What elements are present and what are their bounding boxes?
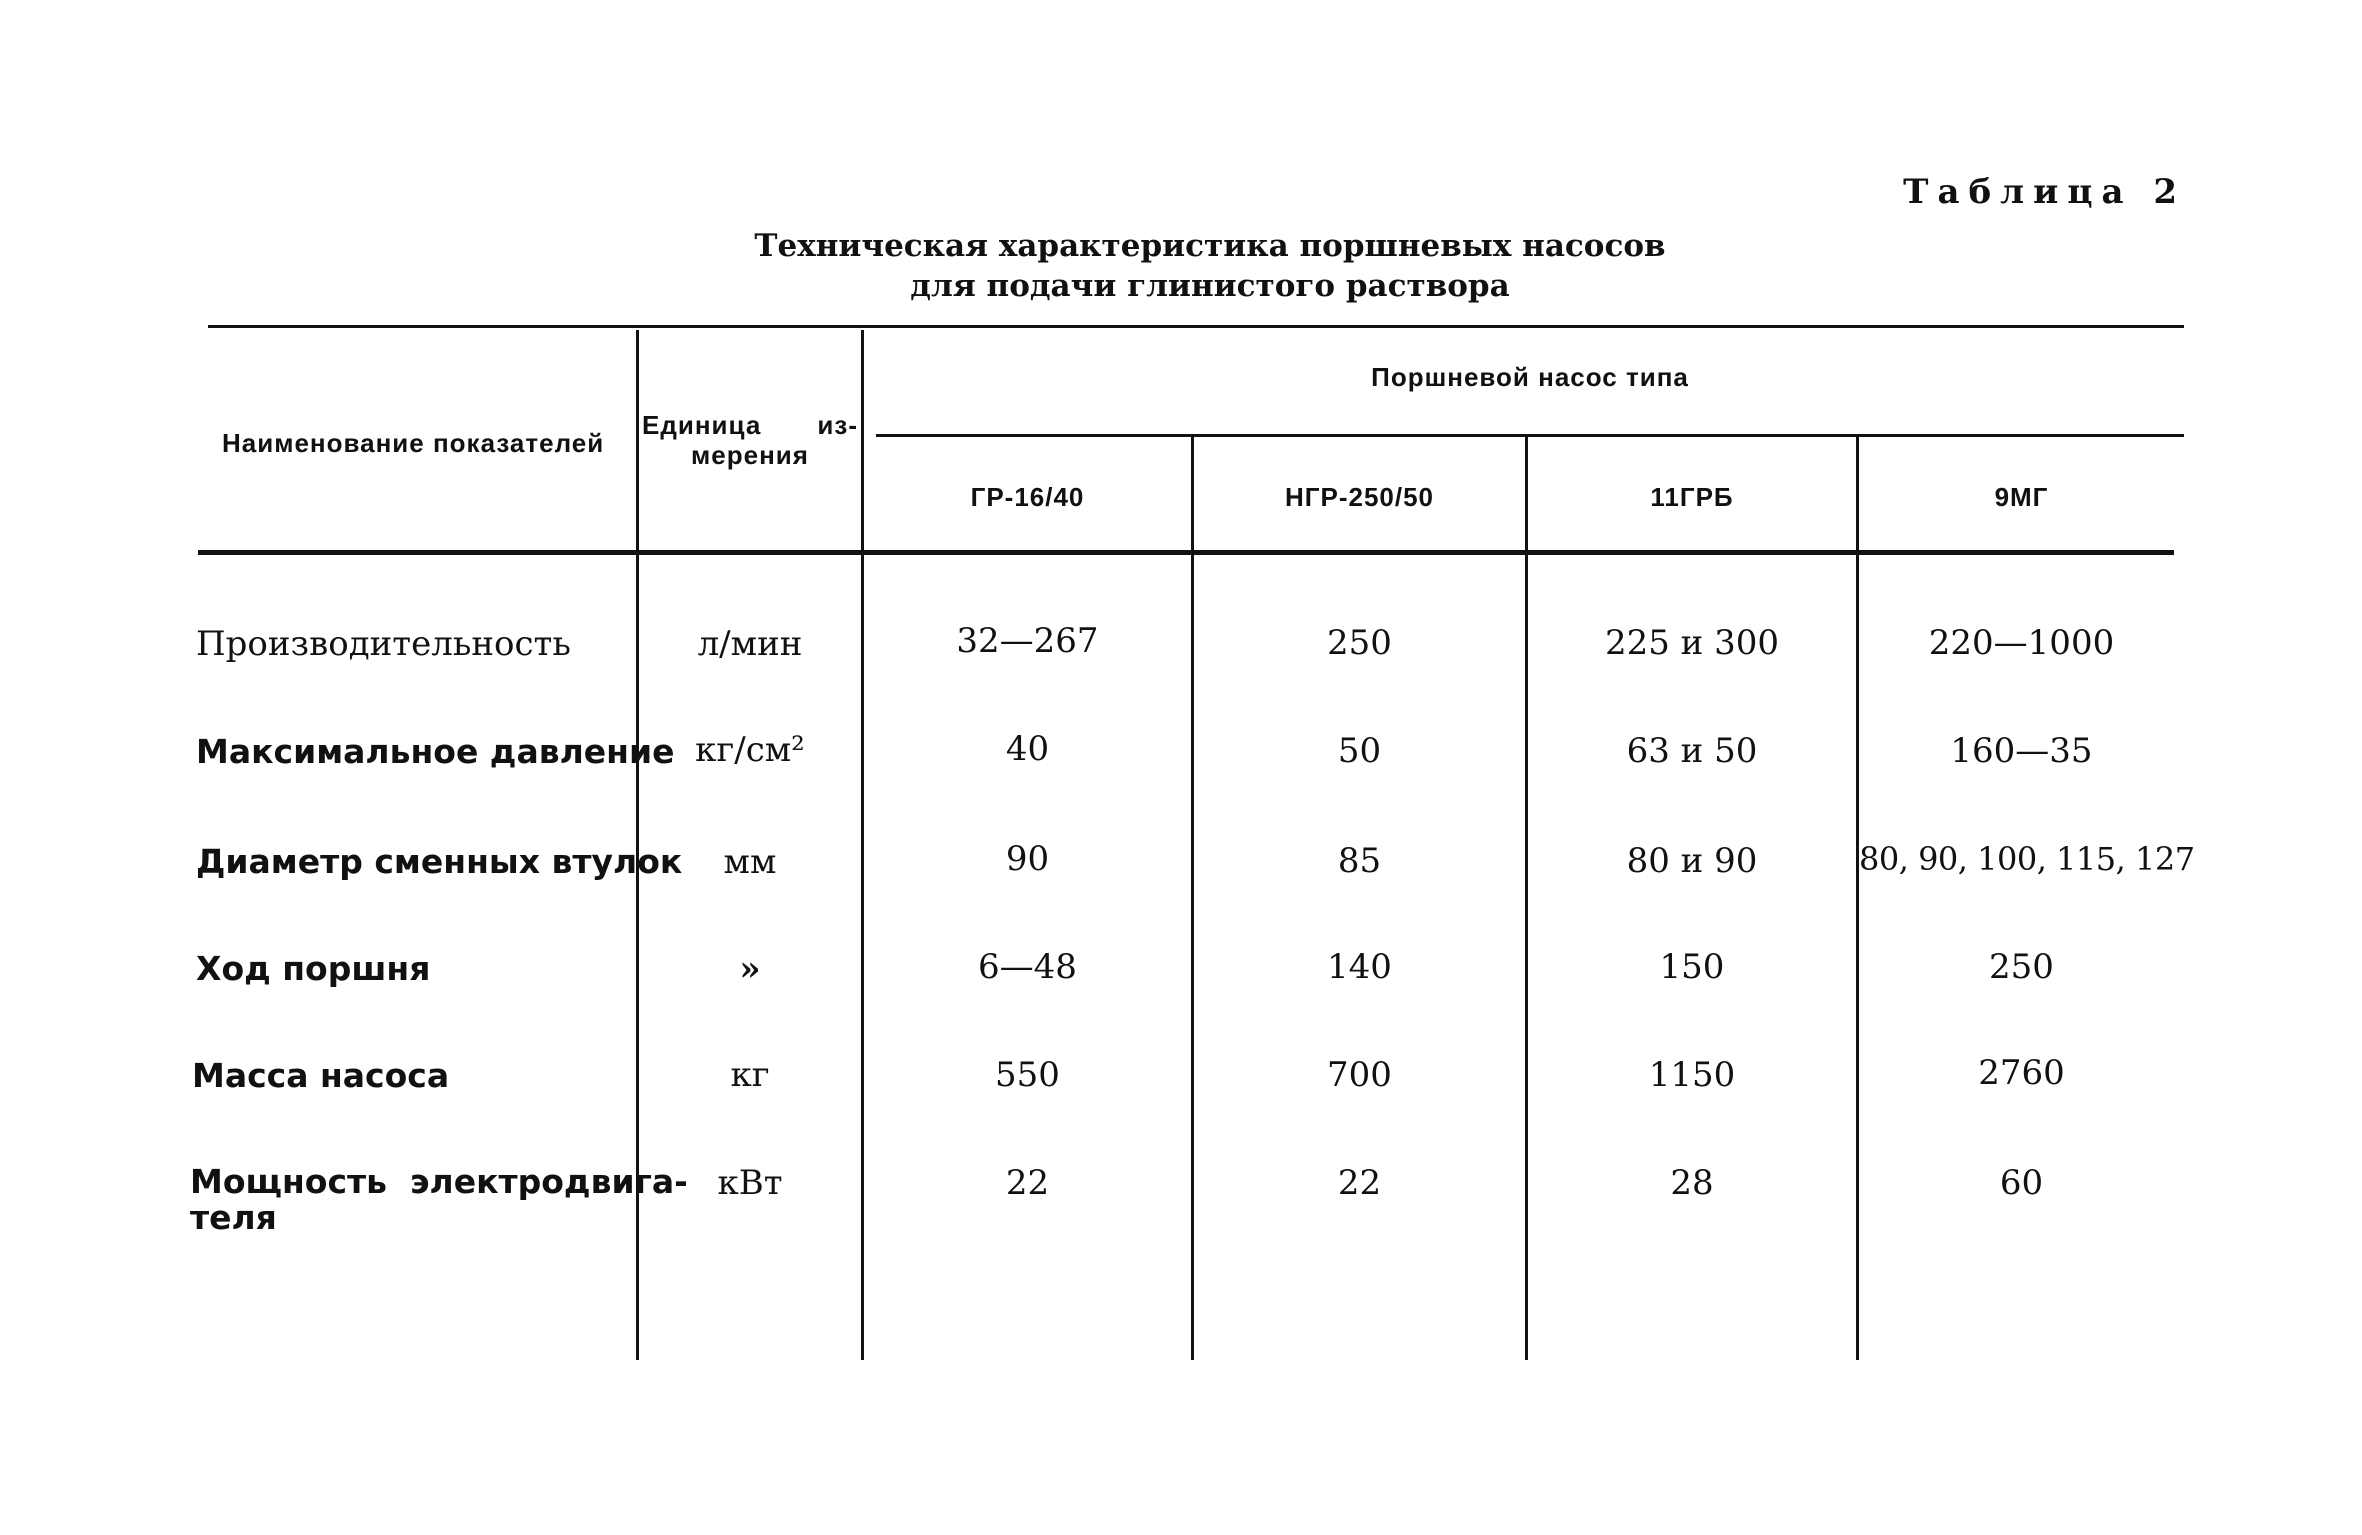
- pump-group-rule: [876, 434, 2184, 437]
- row-value: 1150: [1648, 1055, 1736, 1095]
- row-name: Ход поршня: [196, 949, 431, 988]
- row-value: 150: [1659, 947, 1725, 987]
- row-name: Диаметр сменных втулок: [196, 842, 683, 881]
- row-value: 550: [995, 1055, 1060, 1095]
- header-bottom-rule: [198, 550, 2174, 555]
- row-value: 250: [1327, 623, 1392, 663]
- row-value: 225 и 300: [1604, 623, 1780, 663]
- row-value: 28: [1670, 1163, 1714, 1203]
- table-top-rule: [208, 325, 2184, 328]
- row-value: 80, 90, 100, 115, 127: [1859, 840, 2195, 878]
- row-value: 160—35: [1950, 731, 2093, 771]
- row-value: 250: [1989, 947, 2054, 987]
- row-value: 220—1000: [1928, 623, 2115, 663]
- row-value: 60: [1999, 1163, 2044, 1203]
- row-value: 80 и 90: [1626, 841, 1758, 881]
- column-divider-pump3-pump4: [1856, 437, 1859, 1360]
- header-pump-1: ГР-16/40: [970, 482, 1085, 512]
- header-pump-group: Поршневой насос типа: [1371, 362, 1689, 392]
- row-unit: кг/см²: [695, 730, 805, 770]
- row-value: 63 и 50: [1626, 731, 1758, 771]
- row-name: Производительность: [196, 624, 571, 664]
- column-divider-pump1-pump2: [1191, 437, 1194, 1360]
- header-unit-line-1: Единица из-: [642, 410, 858, 440]
- row-unit: кг: [730, 1055, 770, 1095]
- row-value: 90: [1005, 839, 1050, 879]
- header-name-column: Наименование показателей: [222, 428, 605, 458]
- column-divider-pump2-pump3: [1525, 437, 1528, 1360]
- row-unit: мм: [723, 842, 777, 882]
- row-name: Масса насоса: [192, 1056, 450, 1095]
- row-value: 85: [1337, 841, 1382, 881]
- row-value: 32—267: [956, 621, 1099, 661]
- header-unit-column: [642, 410, 858, 470]
- row-value: 22: [1005, 1163, 1050, 1203]
- header-pump-3: 11ГРБ: [1650, 482, 1734, 512]
- row-value: 140: [1327, 947, 1392, 987]
- row-value: 22: [1337, 1163, 1382, 1203]
- header-pump-4: 9МГ: [1994, 482, 2049, 512]
- row-name: Максимальное давление: [196, 732, 675, 771]
- header-pump-2: НГР-250/50: [1284, 482, 1435, 512]
- row-name-line-1: Мощность электродвига-: [190, 1162, 688, 1201]
- row-unit: л/мин: [697, 624, 803, 664]
- row-unit: »: [739, 949, 761, 989]
- table-title-line-2: для подачи глинистого раствора: [910, 268, 1510, 304]
- row-value: 2760: [1978, 1053, 2065, 1093]
- table-number-label: Таблица 2: [1903, 172, 2186, 212]
- row-unit: кВт: [717, 1163, 783, 1203]
- row-name-line-2: теля: [190, 1198, 277, 1237]
- row-value: 6—48: [978, 947, 1077, 987]
- row-value: 50: [1337, 731, 1382, 771]
- table-title-line-1: Техническая характеристика поршневых насосов: [754, 228, 1666, 264]
- table-title: [210, 226, 2210, 306]
- row-value: 40: [1005, 729, 1050, 769]
- header-unit-line-2: мерения: [691, 440, 809, 470]
- row-name: [190, 1164, 688, 1236]
- row-value: 700: [1327, 1055, 1392, 1095]
